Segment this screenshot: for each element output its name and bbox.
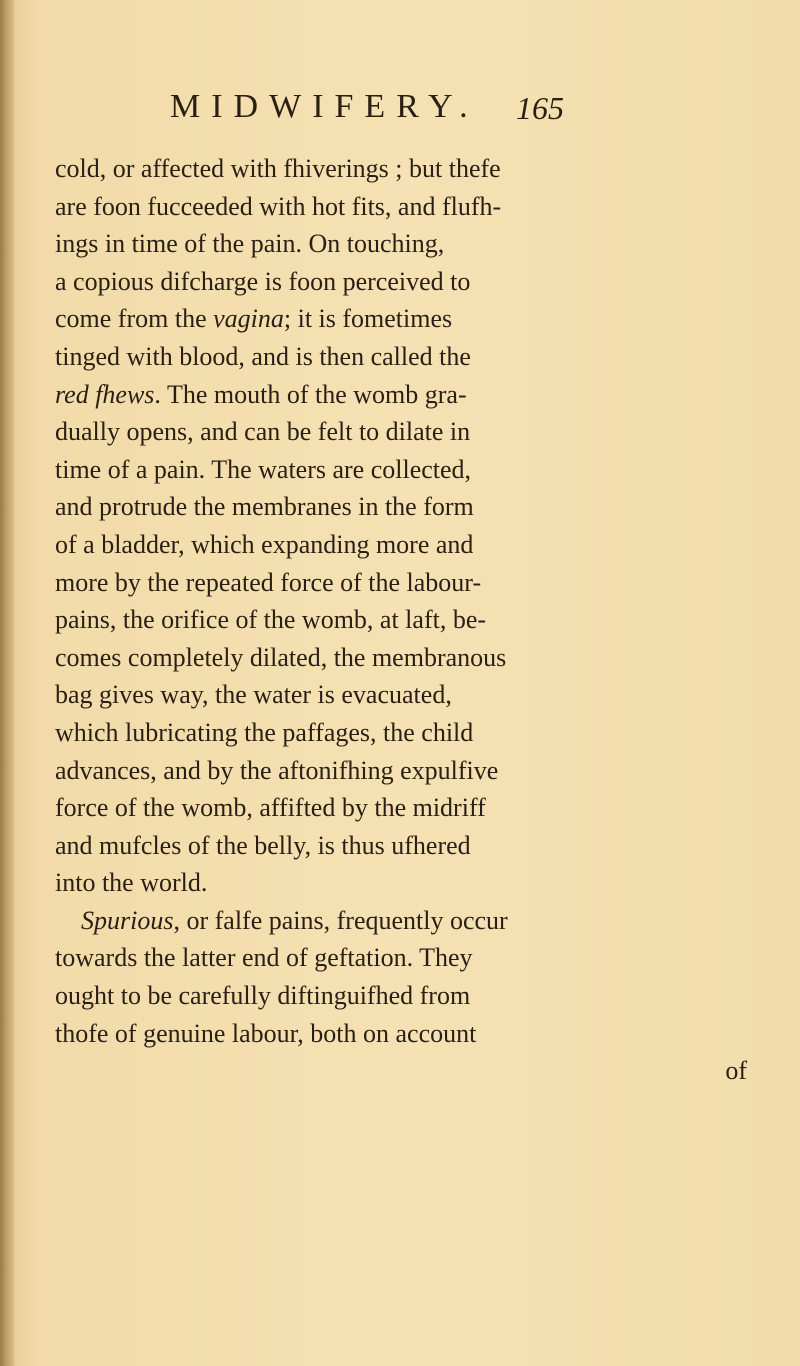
text-line: pains, the orifice of the womb, at laft, be- [55, 605, 487, 635]
text-line: dually opens, and can be felt to dilate in [55, 417, 471, 447]
text-line: are foon fucceeded with hot fits, and flufh- [55, 191, 502, 221]
text-line: tinged with blood, and is then called the [55, 341, 471, 371]
text-line: more by the repeated force of the labour- [55, 567, 482, 597]
text-fragment: come from the [55, 304, 214, 334]
text-line: which lubricating the paffages, the child [55, 717, 474, 747]
text-line: of a bladder, which expanding more and [55, 529, 474, 559]
text-line: bag gives way, the water is evacuated, [55, 680, 452, 710]
text-line: ings in time of the pain. On touching, [55, 229, 445, 259]
running-title: MIDWIFERY. [170, 88, 479, 125]
italic-term-red-shews: red fhews [55, 379, 155, 409]
text-line: thofe of genuine labour, both on account [55, 1018, 477, 1048]
text-line: cold, or affected with fhiverings ; but thefe [55, 154, 501, 183]
text-fragment: , or falfe pains, frequently occur [173, 905, 508, 935]
text-line: force of the womb, affifted by the midriff [55, 793, 486, 823]
text-fragment: ; it is fometimes [283, 304, 453, 334]
italic-term-spurious: Spurious [81, 905, 174, 935]
text-line: advances, and by the aftonifhing expulfive [55, 755, 499, 785]
text-line [55, 902, 755, 940]
page-binding-edge [0, 0, 14, 1366]
text-line: into the world. [55, 868, 208, 898]
text-fragment: . The mouth of the womb gra- [154, 379, 467, 409]
text-line: and mufcles of the belly, is thus ufhered [55, 830, 471, 860]
text-line: a copious difcharge is foon perceived to [55, 266, 471, 296]
italic-term-vagina: vagina [213, 304, 284, 334]
text-line: towards the latter end of geftation. They [55, 943, 473, 973]
text-line [55, 376, 755, 414]
page-header [0, 88, 800, 128]
text-line: and protrude the membranes in the form [55, 492, 474, 522]
page-number: 165 [516, 90, 564, 126]
body-text [55, 150, 755, 1090]
text-line: time of a pain. The waters are collected, [55, 454, 472, 484]
text-line: comes completely dilated, the membranous [55, 642, 507, 672]
text-line [55, 300, 755, 338]
catchword: of [725, 1056, 747, 1086]
text-line: ought to be carefully diftinguifhed from [55, 981, 471, 1011]
